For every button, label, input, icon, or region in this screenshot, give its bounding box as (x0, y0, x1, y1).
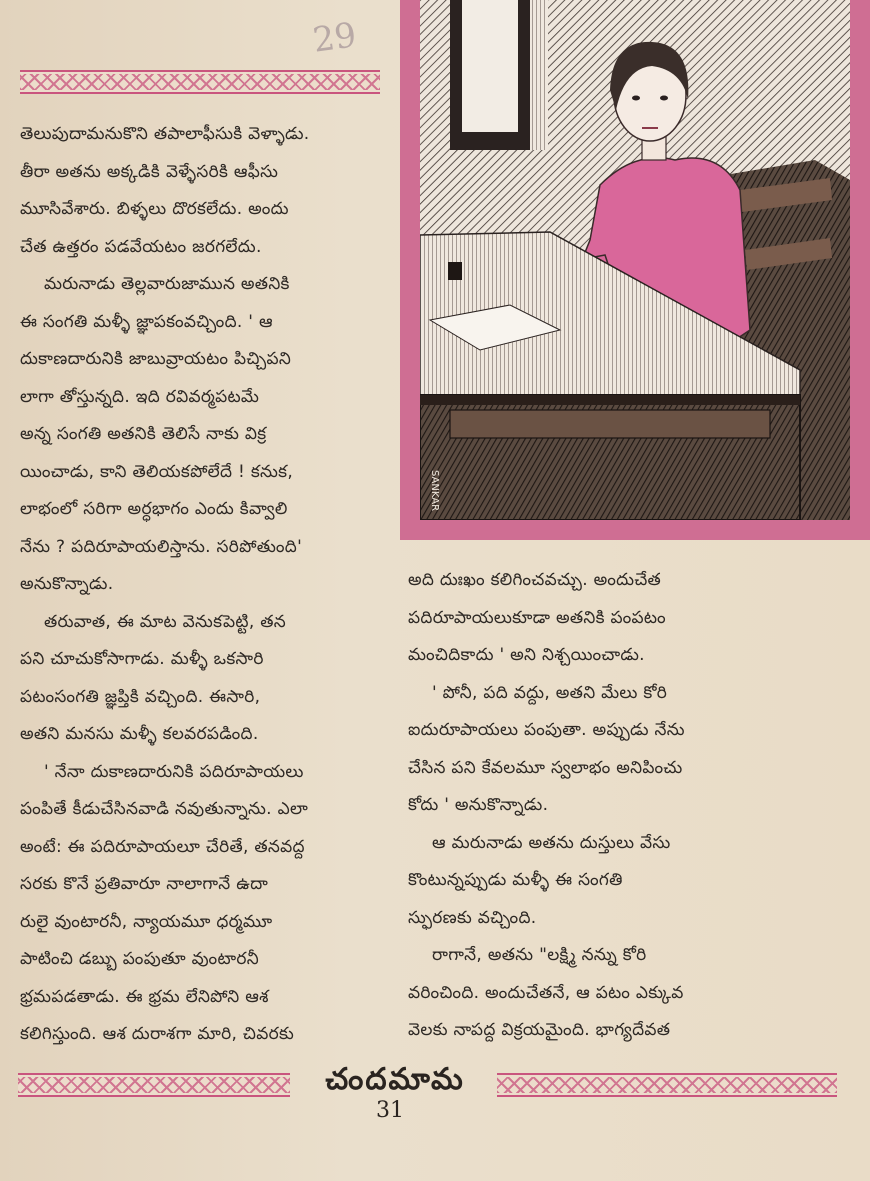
text-line: ' పోనీ, పది వద్దు, అతని మేలు కోరి (432, 682, 668, 703)
text-line: రులై వుంటారనీ, న్యాయమూ ధర్మమూ (20, 911, 273, 932)
text-line: కోదు ' అనుకొన్నాడు. (408, 795, 549, 815)
text-line: పంపితే కీడుచేసినవాడి నవుతున్నాను. ఎలా (20, 799, 309, 819)
decorative-border-top (20, 70, 380, 94)
decorative-border-bottom-left (18, 1073, 290, 1097)
text-line: ఐదురూపాయలు పంపుతా. అప్పుడు నేను (408, 720, 685, 740)
text-line: యించాడు, కాని తెలియకపోలేదే ! కనుక, (20, 461, 294, 482)
text-line: వెలకు నాపద్ద విక్రయమైంది. భాగ్యదేవత (408, 1020, 671, 1040)
text-line: మూసివేశారు. బిళ్ళలు దొరకలేదు. అందు (20, 199, 289, 219)
magazine-title: చందమామ (325, 1062, 465, 1097)
text-line: ' నేనా దుకాణదారునికి పదిరూపాయలు (44, 761, 304, 782)
text-line: అంటే: ఈ పదిరూపాయలూ చేరితే, తనవద్ద (20, 836, 305, 857)
text-line: కలిగిస్తుంది. ఆశ దురాశగా మారి, చివరకు (20, 1024, 295, 1044)
text-line: చేసిన పని కేవలమూ స్వలాభం అనిపించు (408, 757, 683, 778)
text-line: అది దుఃఖం కలిగించవచ్చు. అందుచేత (408, 570, 662, 590)
text-line: వరించింది. అందుచేతనే, ఆ పటం ఎక్కువ (408, 982, 684, 1003)
artist-signature: SANKAR (429, 470, 440, 512)
text-line: స్ఫురణకు వచ్చింది. (408, 907, 537, 928)
text-line: ఈ సంగతి మళ్ళీ జ్ఞాపకంవచ్చింది. ' ఆ (20, 311, 273, 332)
left-text-column (20, 116, 395, 1054)
text-line: పాటించి డబ్బు పంపుతూ వుంటారనీ (20, 949, 259, 969)
text-line: మరునాడు తెల్లవారుజామున అతనికి (44, 274, 290, 294)
text-line: అన్న సంగతి అతనికి తెలిసే నాకు విక్ర (20, 424, 267, 444)
right-text-column (408, 562, 848, 1050)
text-line: తరువాత, ఈ మాట వెనుకపెట్టి, తన (44, 611, 287, 632)
text-line: దుకాణదారునికి జాబువ్రాయటం పిచ్చిపని (20, 349, 292, 369)
decorative-border-bottom-right (497, 1073, 837, 1097)
page-number: 31 (376, 1098, 404, 1123)
text-line: పదిరూపాయలుకూడా అతనికి పంపటం (408, 607, 666, 628)
text-line: పటంసంగతి జ్ఞప్తికి వచ్చింది. ఈసారి, (20, 686, 261, 707)
handwritten-page-mark: 29 (310, 15, 359, 61)
story-illustration (400, 0, 870, 540)
text-line: తెలుపుదామనుకొని తపాలాఫీసుకి వెళ్ళాడు. (20, 124, 310, 144)
text-line: పని చూచుకోసాగాడు. మళ్ళీ ఒకసారి (20, 649, 264, 669)
text-line: అనుకొన్నాడు. (20, 574, 114, 594)
text-line: కొంటున్నప్పుడు మళ్ళీ ఈ సంగతి (408, 870, 623, 890)
text-line: రాగానే, అతను "లక్ష్మి నన్ను కోరి (432, 945, 647, 965)
text-line: నేను ? పదిరూపాయలిస్తాను. సరిపోతుంది' (20, 536, 303, 557)
text-line: ఆ మరునాడు అతను దుస్తులు వేసు (432, 832, 671, 853)
text-line: అతని మనసు మళ్ళీ కలవరపడింది. (20, 724, 259, 744)
woman-at-desk-illustration (420, 0, 850, 520)
text-line: మంచిదికాదు ' అని నిశ్చయించాడు. (408, 645, 645, 665)
text-line: లాభంలో సరిగా అర్ధభాగం ఎందు కివ్వాలి (20, 499, 288, 519)
text-line: తీరా అతను అక్కడికి వెళ్ళేసరికి ఆఫీసు (20, 161, 279, 182)
text-line: సరకు కొనే ప్రతివారూ నాలాగానే ఉదా (20, 874, 269, 894)
text-line: భ్రమపడతాడు. ఈ భ్రమ లేనిపోని ఆశ (20, 986, 269, 1007)
text-line: చేత ఉత్తరం పడవేయటం జరగలేదు. (20, 236, 262, 257)
text-line: లాగా తోస్తున్నది. ఇది రవివర్మపటమే (20, 386, 260, 407)
